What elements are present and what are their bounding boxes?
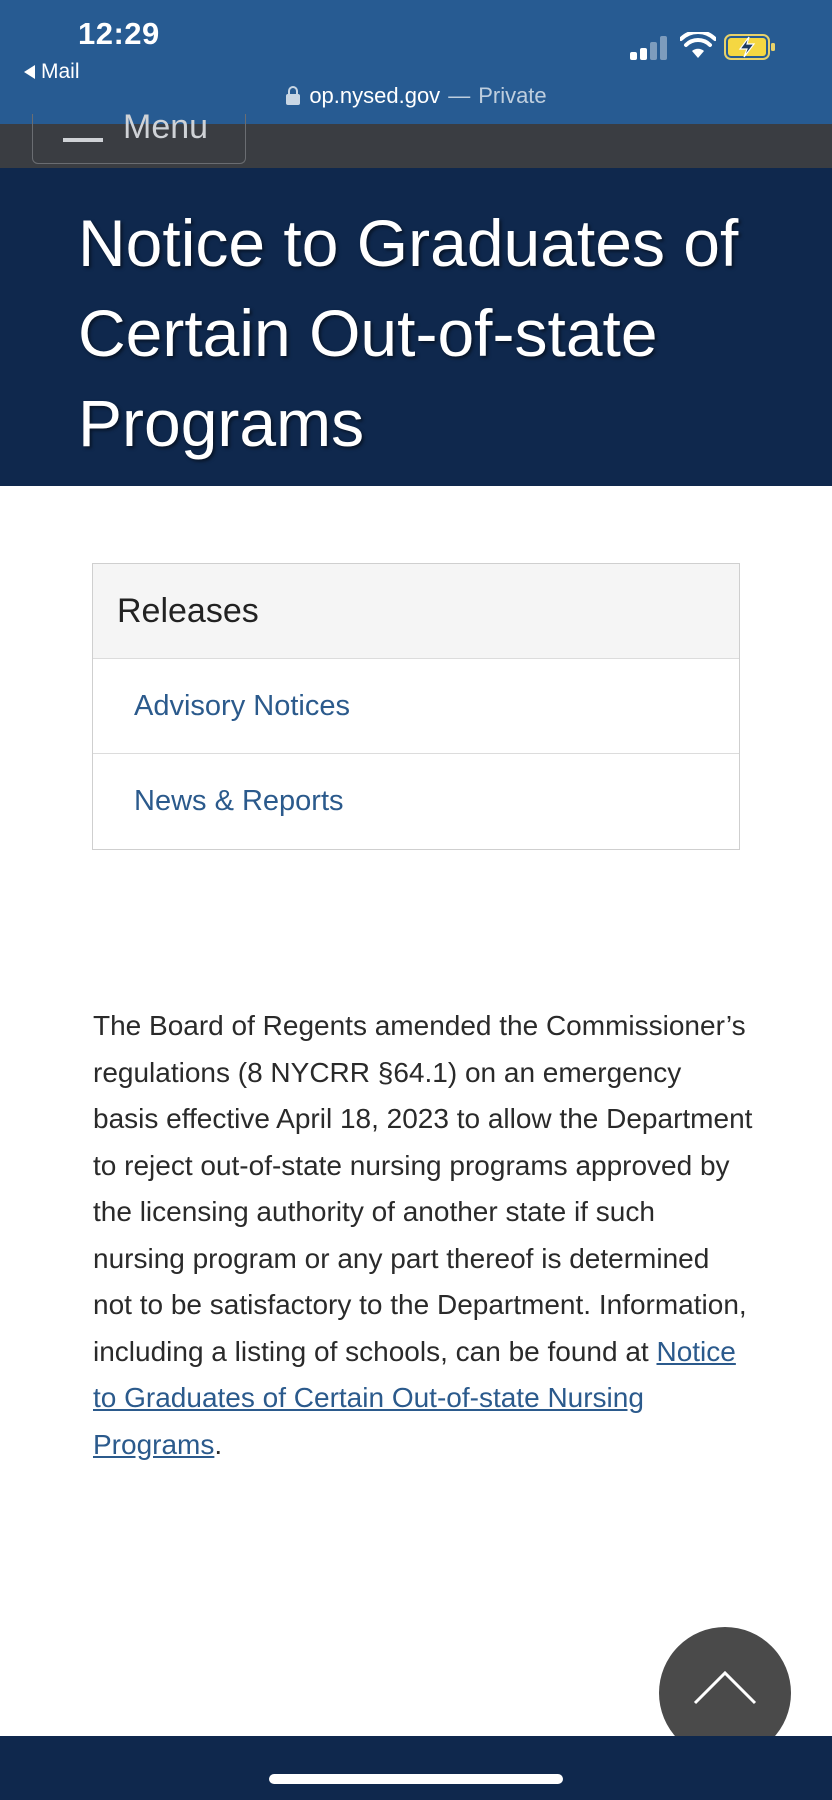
releases-link-news-reports[interactable]: News & Reports xyxy=(134,785,344,817)
signal-icon xyxy=(630,36,670,60)
site-nav-strip xyxy=(0,114,832,168)
hamburger-icon xyxy=(63,138,103,142)
chevron-up-icon xyxy=(693,1667,757,1707)
notice-link[interactable]: Notice to Graduates of Certain Out-of-state Nursing Programs xyxy=(93,1335,736,1460)
address-bar[interactable] xyxy=(0,78,832,114)
url-private-label: Private xyxy=(478,83,547,108)
page-title: Notice to Graduates of Certain Out-of-state Programs xyxy=(78,206,739,460)
home-indicator[interactable] xyxy=(269,1774,563,1784)
site-footer xyxy=(0,1736,832,1800)
menu-button[interactable] xyxy=(32,114,246,164)
wifi-icon xyxy=(680,32,716,60)
releases-link-advisory-notices[interactable]: Advisory Notices xyxy=(93,659,739,754)
battery-charging-icon xyxy=(724,34,776,60)
notice-trailing: . xyxy=(214,1428,223,1460)
lock-icon xyxy=(285,86,301,106)
menu-label: Menu xyxy=(123,114,209,140)
back-arrow-icon xyxy=(24,65,35,79)
status-bar xyxy=(0,0,832,124)
notice-paragraph xyxy=(93,1003,753,1468)
page-hero xyxy=(0,168,832,486)
back-app-label: Mail xyxy=(41,60,80,83)
status-time: 12:29 xyxy=(78,16,160,51)
notice-text: The Board of Regents amended the Commissioner’s regulations (8 NYCRR §64.1) on an emergency basis effective April 18, 2023 to allow the Department to reject out-of-state nursing programs approved by the licensing authority of another state if such nursing program or any part thereof is determined not to be satisfactory to the Department. Information, including a listing of schools, can be found at xyxy=(93,1010,753,1367)
url-separator: — xyxy=(448,83,471,108)
url-domain: op.nysed.gov xyxy=(309,83,441,108)
releases-heading: Releases xyxy=(93,564,739,659)
releases-card xyxy=(92,563,740,850)
